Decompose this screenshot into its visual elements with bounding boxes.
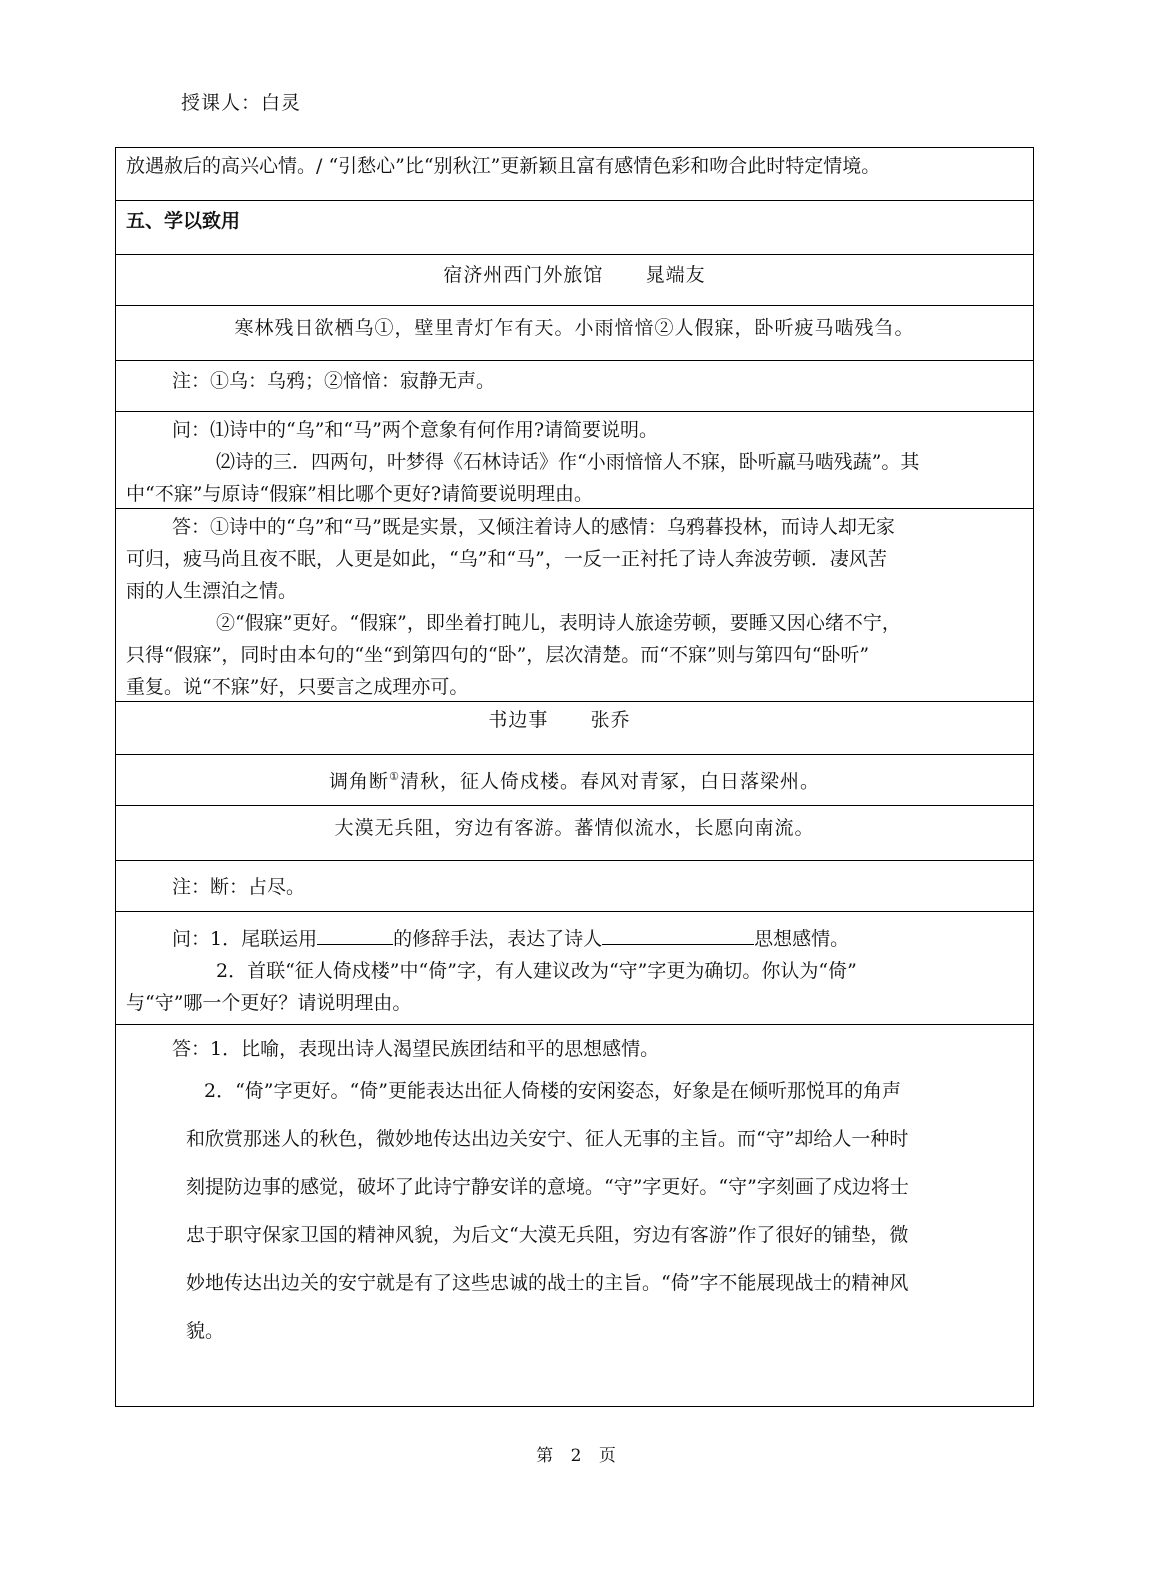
footnote-marker: ①	[389, 770, 400, 783]
table-row	[116, 754, 1033, 805]
answer-line: 忠于职守保家卫国的精神风貌，为后文“大漠无兵阻，穷边有客游”作了很好的铺垫，微	[186, 1224, 909, 1246]
row-text: 放遇赦后的高兴心情。/ “引愁心”比“别秋江”更新颖且富有感情色彩和吻合此时特定情境。	[126, 155, 881, 177]
answer-line: 重复。说“不寐”好，只要言之成理亦可。	[126, 676, 469, 698]
poem-text: 大漠无兵阻，穷边有客游。蕃情似流水，长愿向南流。	[334, 817, 815, 839]
question-line: 与“守”哪一个更好？请说明理由。	[126, 992, 412, 1014]
question-line: 2．首联“征人倚戍楼”中“倚”字，有人建议改为“守”字更为确切。你认为“倚”	[216, 960, 857, 982]
section-heading: 五、学以致用	[126, 210, 241, 232]
lesson-table	[115, 147, 1034, 1407]
question-line: ⑵诗的三．四两句，叶梦得《石林诗话》作“小雨愔愔人不寐，卧听羸马啮残蔬”。其	[216, 451, 920, 473]
poem-title: 宿济州西门外旅馆 晁端友	[443, 264, 706, 286]
answer-line: 和欣赏那迷人的秋色，微妙地传达出边关安宁、征人无事的主旨。而“守”却给人一种时	[186, 1128, 909, 1150]
answer-blank[interactable]	[317, 922, 393, 945]
table-row	[116, 860, 1033, 911]
page-label-prefix: 第	[536, 1446, 554, 1466]
poem-text	[116, 761, 1033, 797]
table-row	[116, 911, 1033, 1024]
page-footer	[0, 1441, 1152, 1466]
question-fragment: 的修辞手法，表达了诗人	[393, 928, 603, 950]
note-text: 注：断：占尽。	[172, 876, 306, 898]
page-label-suffix: 页	[598, 1446, 616, 1466]
answer-line: 答：1．比喻，表现出诗人渴望民族团结和平的思想感情。	[172, 1038, 660, 1060]
answer-line: 答：①诗中的“乌”和“马”既是实景，又倾注着诗人的感情：乌鸦暮投林，而诗人却无家	[172, 516, 895, 538]
table-row	[116, 805, 1033, 860]
answer-line: 2．“倚”字更好。“倚”更能表达出征人倚楼的安闲姿态，好象是在倾听那悦耳的角声	[204, 1080, 901, 1102]
table-row	[116, 148, 1033, 200]
poem-fragment: 调角断	[329, 770, 390, 793]
table-row	[116, 200, 1033, 254]
table-row	[116, 1024, 1033, 1406]
answer-line: ②“假寐”更好。“假寐”，即坐着打盹儿，表明诗人旅途劳顿，要睡又因心绪不宁，	[216, 612, 901, 634]
instructor-line: 授课人：白灵	[181, 92, 302, 114]
answer-line: 貌。	[186, 1320, 225, 1342]
page-number: 2	[570, 1446, 582, 1466]
poem-fragment: 清秋，征人倚戍楼。春风对青冢，白日落梁州。	[399, 770, 820, 793]
answer-line: 只得“假寐”，同时由本句的“坐“到第四句的“卧”，层次清楚。而“不寐”则与第四句“卧听”	[126, 644, 870, 666]
table-row	[116, 701, 1033, 754]
table-row	[116, 305, 1033, 360]
answer-blank[interactable]	[602, 922, 754, 945]
question-line: 问：⑴诗中的“乌”和“马”两个意象有何作用?请简要说明。	[172, 419, 659, 441]
question-fragment: 问：1．尾联运用	[172, 928, 318, 950]
question-fragment: 思想感情。	[754, 928, 850, 950]
table-row	[116, 508, 1033, 701]
answer-line: 妙地传达出边关的安宁就是有了这些忠诚的战士的主旨。“倚”字不能展现战士的精神风	[186, 1272, 909, 1294]
table-row	[116, 254, 1033, 305]
question-line	[116, 922, 1033, 955]
table-row	[116, 411, 1033, 508]
answer-line: 雨的人生漂泊之情。	[126, 580, 298, 602]
question-line: 中“不寐”与原诗“假寐”相比哪个更好?请简要说明理由。	[126, 483, 594, 505]
poem-title: 书边事 张乔	[488, 709, 631, 731]
poem-text: 寒林残日欲栖乌①，壁里青灯乍有天。小雨愔愔②人假寐，卧听疲马啮残刍。	[234, 317, 915, 339]
answer-line: 刻提防边事的感觉，破坏了此诗宁静安详的意境。“守”字更好。“守”字刻画了戍边将士	[186, 1176, 909, 1198]
table-row	[116, 360, 1033, 411]
answer-line: 可归，疲马尚且夜不眠，人更是如此，“乌”和“马”，一反一正衬托了诗人奔波劳顿．凄风苦	[126, 548, 887, 570]
note-text: 注：①乌：乌鸦；②愔愔：寂静无声。	[172, 370, 496, 392]
